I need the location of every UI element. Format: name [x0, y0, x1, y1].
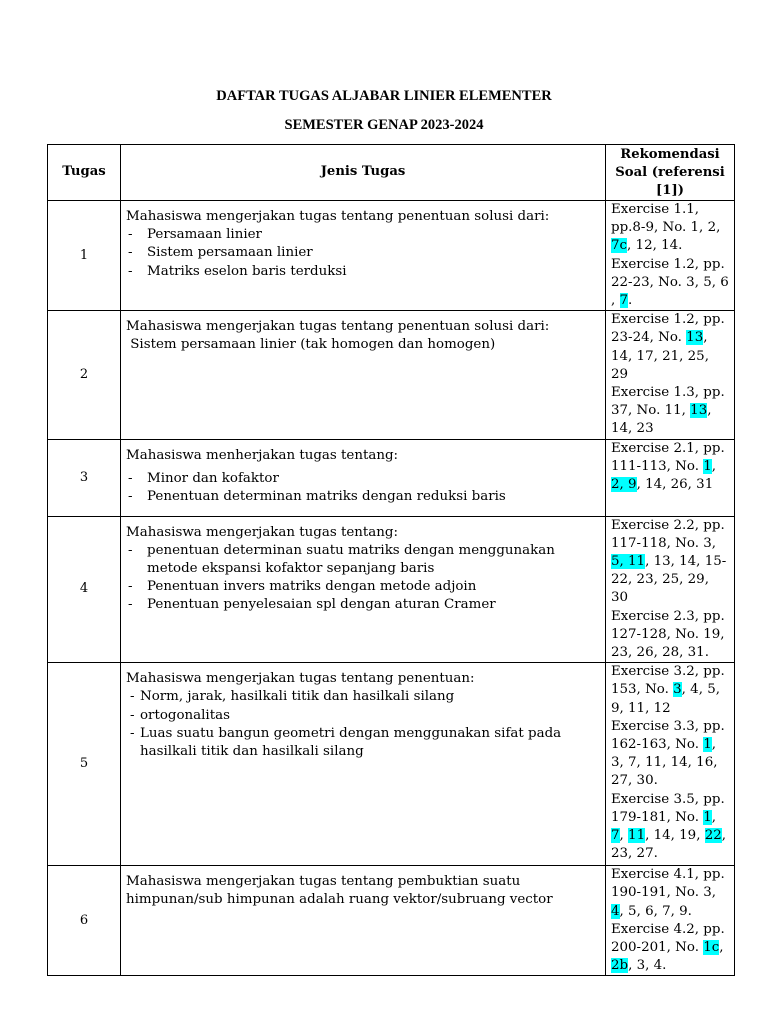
document-title: DAFTAR TUGAS ALJABAR LINIER ELEMENTER	[216, 88, 552, 104]
task-intro: Mahasiswa mengerjakan tugas tentang penentuan solusi dari:	[126, 209, 550, 224]
list-item-continuation: metode ekspansi kofaktor sepanjang baris	[147, 561, 435, 577]
header-jenis-tugas: Jenis Tugas	[121, 145, 606, 201]
list-item: - Luas suatu bangun geometri dengan menggunakan sifat pada	[130, 725, 562, 741]
highlighted-problem: 3	[673, 682, 682, 698]
task-number: 4	[48, 516, 121, 663]
task-description	[121, 439, 606, 516]
task-intro: Mahasiswa mengerjakan tugas tentang pembuktian suatu	[126, 874, 521, 890]
table-header-row	[48, 145, 735, 201]
highlighted-problem: 1	[703, 737, 712, 753]
table-row	[48, 516, 735, 663]
list-item: - penentuan determinan suatu matriks dengan menggunakan	[128, 542, 555, 558]
highlighted-problem: 4	[611, 903, 620, 919]
table-row	[48, 866, 735, 976]
highlighted-problem: 13	[686, 330, 704, 346]
task-references: Exercise 1.1, pp.8-9, No. 1, 2, 7c, 12, 14. Exercise 1.2, pp. 22-23, No. 3, 5, 6 , 7.	[606, 201, 735, 311]
table-row	[48, 663, 735, 866]
table-row	[48, 201, 735, 311]
task-number: 1	[48, 201, 121, 311]
task-detail: Sistem persamaan linier (tak homogen dan homogen)	[126, 337, 496, 353]
highlighted-problem: 7	[611, 828, 620, 844]
task-references: Exercise 2.1, pp. 111-113, No. 1, 2, 9, 14, 26, 31	[606, 439, 735, 516]
task-detail: himpunan/sub himpunan adalah ruang vektor/subruang vector	[126, 892, 553, 908]
list-item: - Norm, jarak, hasilkali titik dan hasilkali silang	[130, 689, 455, 705]
highlighted-problem: 5, 11	[611, 554, 646, 570]
highlighted-problem: 1	[703, 809, 712, 825]
task-intro: Mahasiswa menherjakan tugas tentang:	[126, 447, 399, 463]
task-intro: Mahasiswa mengerjakan tugas tentang penentuan solusi dari:	[126, 319, 550, 335]
table-row	[48, 439, 735, 516]
task-references: Exercise 2.2, pp. 117-118, No. 3, 5, 11, 13, 14, 15- 22, 23, 25, 29, 30 Exercise 2.3, pp. 127-128, No. 19, 23, 26, 28, 31.	[606, 516, 735, 663]
task-number: 5	[48, 663, 121, 866]
task-number: 6	[48, 866, 121, 976]
list-item: - Penentuan determinan matriks dengan reduksi baris	[128, 489, 506, 505]
header-rekomendasi-line2: Soal (referensi	[615, 164, 725, 180]
table-row	[48, 311, 735, 439]
task-number: 3	[48, 439, 121, 516]
highlighted-problem: 1	[703, 458, 712, 474]
header-tugas: Tugas	[48, 145, 121, 201]
header-rekomendasi-line1: Rekomendasi	[620, 146, 720, 162]
highlighted-problem: 11	[628, 828, 646, 844]
document-subtitle: SEMESTER GENAP 2023-2024	[284, 117, 484, 133]
highlighted-problem: 22	[704, 828, 722, 844]
task-number: 2	[48, 311, 121, 439]
list-item: - Persamaan linier	[128, 227, 262, 243]
task-references: Exercise 3.2, pp. 153, No. 3, 4, 5, 9, 11, 12 Exercise 3.3, pp. 162-163, No. 1, 3, 7, 11, 14, 16, 27, 30. Exercise 3.5, pp. 179-181, No. 1, 7, 11, 14, 19, 22, 23, 27.	[606, 663, 735, 866]
task-description	[121, 311, 606, 439]
header-rekomendasi-line3: [1])	[656, 182, 684, 198]
highlighted-problem: 7c	[611, 238, 628, 254]
task-intro: Mahasiswa mengerjakan tugas tentang penentuan:	[126, 671, 475, 687]
task-description	[121, 201, 606, 311]
highlighted-problem: 13	[690, 403, 708, 419]
task-description	[121, 866, 606, 976]
task-description	[121, 516, 606, 663]
header-rekomendasi	[606, 145, 735, 201]
task-intro: Mahasiswa mengerjakan tugas tentang:	[126, 524, 398, 540]
list-item: - ortogonalitas	[130, 707, 230, 723]
list-item: - Penentuan invers matriks dengan metode adjoin	[128, 579, 477, 595]
task-references: Exercise 1.2, pp. 23-24, No. 13, 14, 17, 21, 25, 29 Exercise 1.3, pp. 37, No. 11, 13, 14, 23	[606, 311, 735, 439]
list-item: - Matriks eselon baris terduksi	[128, 263, 347, 279]
highlighted-problem: 1c	[703, 940, 720, 956]
highlighted-problem: 7	[619, 293, 629, 309]
highlighted-problem: 2b	[611, 958, 629, 974]
list-item: - Penentuan penyelesaian spl dengan aturan Cramer	[128, 597, 496, 613]
assignment-table	[47, 144, 735, 976]
list-item: - Sistem persamaan linier	[128, 245, 313, 261]
task-references: Exercise 4.1, pp. 190-191, No. 3, 4, 5, 6, 7, 9. Exercise 4.2, pp. 200-201, No. 1c, 2b, 3, 4.	[606, 866, 735, 976]
task-description	[121, 663, 606, 866]
highlighted-problem: 2, 9	[611, 477, 637, 493]
list-item-continuation: hasilkali titik dan hasilkali silang	[140, 744, 364, 760]
list-item: - Minor dan kofaktor	[128, 470, 279, 486]
